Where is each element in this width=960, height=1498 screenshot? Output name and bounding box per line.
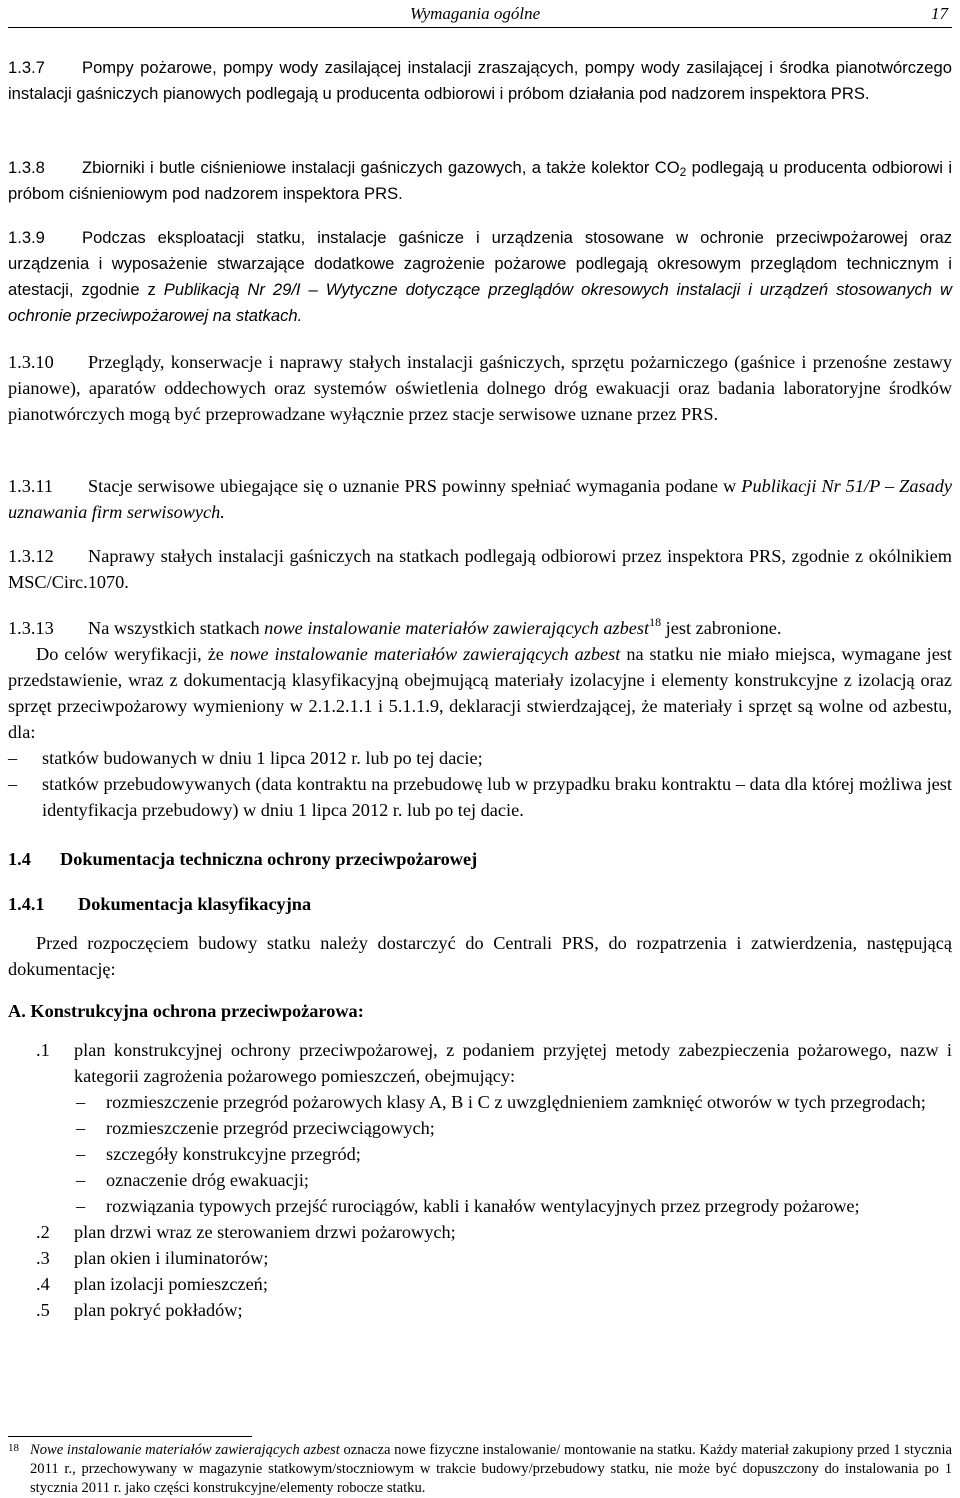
- item-number: .2: [36, 1222, 50, 1242]
- section-text: Pompy pożarowe, pompy wody zasilającej instalacji zraszających, pompy wody zasilającej i środka pianotwórczego instalacji gaśniczych pianowych podlegają u producenta odbiorowi i próbom działania pod nadzorem inspektora PRS.: [8, 58, 952, 103]
- section-text: Naprawy stałych instalacji gaśniczych na statkach podlegają odbiorowi przez inspektora PRS, zgodnie z okólnikiem MSC/Circ.1070.: [8, 546, 952, 592]
- running-header: [8, 3, 948, 29]
- heading-number: 1.4.1: [8, 894, 45, 914]
- footnote-number: 18: [8, 1442, 19, 1454]
- sub-item: – rozmieszczenie przegród pożarowych klasy A, B i C z uwzględnieniem zamknięć otworów w tych przegrodach;: [8, 1089, 952, 1115]
- item-number: .3: [36, 1248, 50, 1268]
- section-1-3-9: [8, 225, 952, 329]
- footnote: [8, 1441, 952, 1498]
- section-number: 1.3.11: [8, 476, 54, 496]
- emphasis-term: nowe instalowanie materiałów zawierających azbest: [264, 618, 650, 638]
- list-item-4: .4 plan izolacji pomieszczeń;: [8, 1271, 952, 1297]
- list-item-1: .1 plan konstrukcyjnej ochrony przeciwpożarowej, z podaniem przyjętej metody zabezpieczenia pożarowego, nazw i kategorii zagrożenia pożarowego pomieszczeń, obejmujący:: [8, 1037, 952, 1089]
- heading-number: 1.4: [8, 849, 31, 869]
- section-1-3-12: [8, 543, 952, 595]
- heading-title: Dokumentacja klasyfikacyjna: [78, 894, 312, 914]
- dash-bullet: –: [76, 1118, 86, 1138]
- list-item-3: .3 plan okien i iluminatorów;: [8, 1245, 952, 1271]
- section-number: 1.3.8: [8, 158, 45, 177]
- section-number: 1.3.7: [8, 58, 45, 77]
- list-item-5: .5 plan pokryć pokładów;: [8, 1297, 952, 1323]
- list-item: – statków przebudowywanych (data kontraktu na przebudowę lub w przypadku braku kontraktu – data dla której możliwa jest identyfikacja przebudowy) w dniu 1 lipca 2012 r. lub po tej dacie.: [8, 771, 952, 823]
- section-1-3-7: [8, 55, 952, 107]
- section-number: 1.3.9: [8, 228, 45, 247]
- heading-section-a: A. Konstrukcyjna ochrona przeciwpożarowa:: [8, 1001, 364, 1021]
- sub-item: – oznaczenie dróg ewakuacji;: [8, 1167, 952, 1193]
- footnote-marker: 18: [649, 615, 662, 629]
- section-1-3-13: [8, 615, 952, 823]
- section-1-3-11: [8, 473, 952, 525]
- page-number: 17: [931, 4, 948, 23]
- heading-1-4-1: [8, 891, 952, 917]
- section-text: Zbiorniki i butle ciśnieniowe instalacji gaśniczych gazowych, a także kolektor: [82, 158, 655, 177]
- header-rule: [8, 27, 952, 28]
- chemical-formula: $CO_2$: [654, 158, 687, 179]
- item-number: .4: [36, 1274, 50, 1294]
- item-number: .1: [36, 1040, 50, 1060]
- dash-bullet: –: [76, 1196, 86, 1216]
- sub-item: – rozwiązania typowych przejść rurociągów, kabli i kanałów wentylacyjnych przez przegrody pożarowe;: [8, 1193, 952, 1219]
- emphasis-term: nowe instalowanie materiałów zawierających azbest: [229, 644, 621, 664]
- section-first-line: 1.3.13 Na wszystkich statkach nowe instalowanie materiałów zawierających azbest$^{18}$ jest zabronione.: [8, 615, 952, 641]
- section-number: 1.3.13: [8, 618, 54, 638]
- sub-item: – rozmieszczenie przegród przeciwciągowych;: [8, 1115, 952, 1141]
- heading-1-4: [8, 846, 952, 872]
- sub-item: – szczegóły konstrukcyjne przegród;: [8, 1141, 952, 1167]
- header-title: Wymagania ogólne: [410, 4, 541, 23]
- heading-title: Dokumentacja techniczna ochrony przeciwpożarowej: [60, 849, 478, 869]
- footnote-rule: [8, 1436, 252, 1437]
- section-text: Podczas eksploatacji statku, instalacje gaśnicze i urządzenia stosowane w ochronie przeciwpożarowej oraz urządzenia i wyposażenie stwarzające dodatkowe zagrożenie pożarowe podlegają okresowym przeglądom technicznym i atestacji, zgodnie z: [8, 228, 952, 299]
- section-1-3-10: [8, 349, 952, 427]
- dash-bullet: –: [76, 1144, 86, 1164]
- section-number: 1.3.12: [8, 546, 54, 566]
- dash-bullet: –: [8, 774, 18, 794]
- list-item: – statków budowanych w dniu 1 lipca 2012 r. lub po tej dacie;: [8, 745, 952, 771]
- item-number: .5: [36, 1300, 50, 1320]
- section-text-cont: podlegają u producenta odbiorowi i próbom ciśnieniowym pod nadzorem inspektora PRS.: [8, 158, 953, 203]
- section-text: Stacje serwisowe ubiegające się o uznanie PRS powinny spełniać wymagania podane w: [88, 476, 742, 496]
- dash-bullet: –: [8, 748, 18, 768]
- section-1-3-8: [8, 155, 952, 207]
- section-text: Przeglądy, konserwacje i naprawy stałych instalacji gaśniczych, sprzętu pożarniczego (gaśnice i przenośne zestawy pianowe), aparatów oddechowych oraz systemów oświetlenia dolnego dróg ewakuacji oraz badania laboratoryjne środków pianotwórczych mogą być przeprowadzane wyłącznie przez stacje serwisowe uznane przez PRS.: [8, 352, 952, 424]
- list-a: [8, 1037, 952, 1323]
- publication-reference: Publikacją Nr 29/I – Wytyczne dotyczące przeglądów okresowych instalacji i urządzeń stosowanych w ochronie przeciwpożarowej na statkach.: [8, 280, 952, 325]
- dash-bullet: –: [76, 1170, 86, 1190]
- section-1-4-1-text: Przed rozpoczęciem budowy statku należy dostarczyć do Centrali PRS, do rozpatrzenia i zatwierdzenia, następującą dokumentację:: [8, 933, 952, 979]
- publication-reference: Publikacji Nr 51/P – Zasady uznawania firm serwisowych.: [8, 476, 952, 522]
- list-item-2: .2 plan drzwi wraz ze sterowaniem drzwi pożarowych;: [8, 1219, 952, 1245]
- section-number: 1.3.10: [8, 352, 54, 372]
- dash-bullet: –: [76, 1092, 86, 1112]
- footnote-text: Nowe instalowanie materiałów zawierających azbest oznacza nowe fizyczne instalowanie/ montowanie na statku. Każdy materiał zakupiony przed 1 stycznia 2011 r., przechowywany w magazynie statkowym/stoczniowym w trakcie budowy/przebudowy statku, nie może być dopuszczony do instalowania po 1 stycznia 2011 r. jako części konstrukcyjne/elementy robocze statku.: [30, 1442, 952, 1496]
- section-paragraph: Do celów weryfikacji, że nowe instalowanie materiałów zawierających azbest na statku nie miało miejsca, wymagane jest przedstawienie, wraz z dokumentacją klasyfikacyjną obejmującą materiały izolacyjne i elementy konstrukcyjne z izolacją oraz sprzęt przeciwpożarowy wymieniony w 2.1.2.1.1 i 5.1.1.9, deklaracji stwierdzającej, że materiały i sprzęt są wolne od azbestu, dla:: [8, 644, 952, 742]
